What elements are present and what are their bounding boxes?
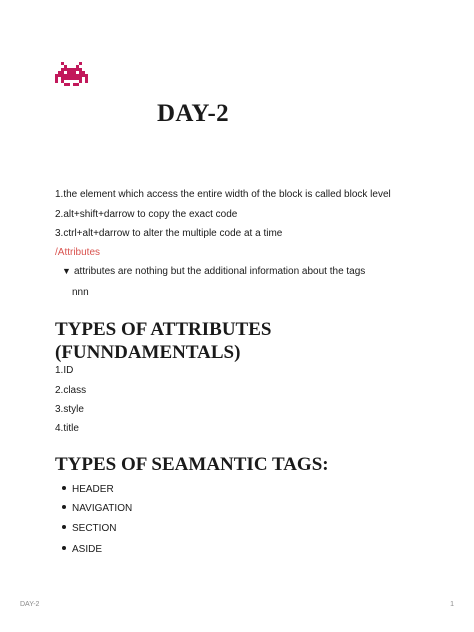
semantic-tags-heading: TYPES OF SEAMANTIC TAGS: <box>55 454 329 475</box>
semantic-tag-label: ASIDE <box>72 544 103 555</box>
toggle-triangle-icon[interactable]: ▼ <box>62 266 71 276</box>
attribute-item: 1.ID <box>55 365 74 376</box>
attributes-heading <box>55 318 271 364</box>
note-line-2: 2.alt+shift+darrow to copy the exact code <box>55 209 238 220</box>
note-line-3: 3.ctrl+alt+darrow to alter the multiple code at a time <box>55 228 283 239</box>
attributes-toggle[interactable] <box>62 266 365 277</box>
bullet-icon <box>62 525 66 529</box>
semantic-tag-item <box>62 544 102 555</box>
semantic-tag-item <box>62 484 114 495</box>
toggle-child-text: nnn <box>72 287 89 298</box>
bullet-icon <box>62 546 66 550</box>
attribute-item: 2.class <box>55 385 87 396</box>
attribute-item: 3.style <box>55 404 84 415</box>
semantic-tag-label: NAVIGATION <box>72 503 133 514</box>
page-title: DAY-2 <box>157 100 229 127</box>
semantic-tag-item <box>62 523 116 534</box>
attributes-page-link[interactable]: /Attributes <box>55 247 101 258</box>
bullet-icon <box>62 505 66 509</box>
semantic-tag-label: SECTION <box>72 523 117 534</box>
toggle-text: attributes are nothing but the additional information about the tags <box>74 266 366 277</box>
page-number: 1 <box>450 601 454 608</box>
footer-title: DAY-2 <box>20 601 40 608</box>
semantic-tag-label: HEADER <box>72 484 114 495</box>
attributes-heading-line-1: TYPES OF ATTRIBUTES <box>55 319 272 340</box>
space-invader-icon <box>55 62 88 86</box>
attribute-item: 4.title <box>55 423 79 434</box>
attributes-heading-line-2: (FUNNDAMENTALS) <box>55 342 241 363</box>
bullet-icon <box>62 486 66 490</box>
note-line-1: 1.the element which access the entire width of the block is called block level <box>55 189 391 200</box>
semantic-tag-item <box>62 503 132 514</box>
